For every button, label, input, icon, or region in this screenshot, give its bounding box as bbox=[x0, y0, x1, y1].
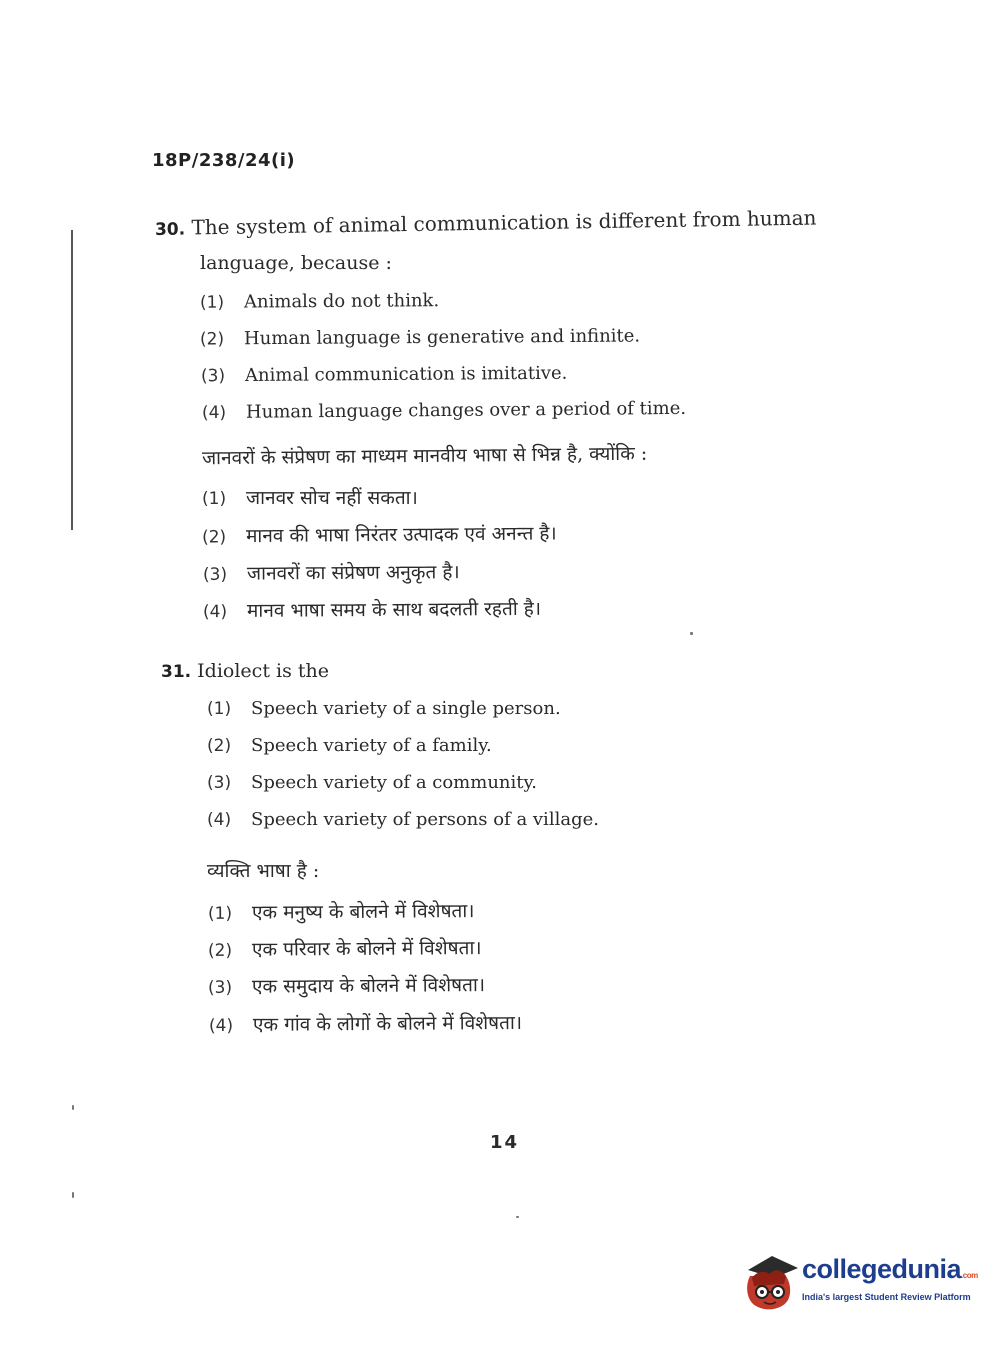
option-number: (2) bbox=[201, 527, 227, 548]
question-31 bbox=[161, 660, 329, 682]
option-number: (1) bbox=[199, 292, 225, 313]
option-number: (3) bbox=[207, 773, 232, 793]
option-en-1 bbox=[200, 290, 439, 313]
option-en-2 bbox=[207, 735, 492, 756]
option-text: Animals do not think. bbox=[243, 290, 440, 313]
option-hi-1 bbox=[202, 484, 418, 510]
option-number: (4) bbox=[208, 1015, 234, 1037]
option-text: एक मनुष्य के बोलने में विशेषता। bbox=[251, 900, 475, 924]
brand-name: collegedunia.com bbox=[802, 1254, 978, 1284]
option-text: Speech variety of a single person. bbox=[251, 698, 561, 719]
option-text: Speech variety of persons of a village. bbox=[251, 809, 599, 830]
option-en-1 bbox=[207, 698, 561, 719]
option-text: जानवरों का संप्रेषण अनुकृत है। bbox=[246, 561, 460, 585]
option-hi-3 bbox=[203, 558, 460, 586]
paper-code: 18P/238/24(i) bbox=[152, 150, 296, 171]
option-en-4 bbox=[202, 398, 686, 423]
option-en-4 bbox=[207, 809, 599, 830]
option-number: (1) bbox=[207, 903, 233, 924]
option-text: Speech variety of a family. bbox=[251, 735, 492, 756]
option-number: (2) bbox=[207, 736, 232, 756]
option-number: (2) bbox=[207, 940, 233, 961]
option-hi-1 bbox=[208, 897, 475, 925]
brand-tagline: India's largest Student Review Platform bbox=[802, 1292, 971, 1302]
question-stem-hindi: जानवरों के संप्रेषण का माध्यम मानवीय भाषा से भिन्न है, क्योंकि : bbox=[201, 442, 648, 470]
question-30 bbox=[154, 205, 817, 240]
option-text: एक परिवार के बोलने में विशेषता। bbox=[251, 937, 482, 961]
option-text: जानवर सोच नहीं सकता। bbox=[246, 487, 418, 509]
option-en-2 bbox=[200, 325, 640, 349]
option-number: (4) bbox=[207, 810, 232, 830]
question-stem-line1 bbox=[155, 206, 817, 240]
option-number: (3) bbox=[202, 564, 228, 585]
collegedunia-watermark bbox=[742, 1248, 978, 1318]
option-hi-2 bbox=[202, 519, 557, 548]
option-hi-4 bbox=[209, 1009, 522, 1037]
option-hi-3 bbox=[208, 971, 485, 999]
option-text: Human language changes over a period of time. bbox=[245, 397, 687, 423]
option-hi-4 bbox=[203, 595, 541, 623]
option-number: (3) bbox=[200, 366, 226, 387]
option-number: (4) bbox=[202, 602, 228, 623]
scan-speck bbox=[72, 1192, 74, 1198]
question-number: 31. bbox=[161, 662, 192, 682]
option-en-3 bbox=[207, 772, 537, 793]
scan-speck bbox=[690, 632, 693, 635]
question-stem-line2: language, because : bbox=[200, 252, 392, 274]
scan-speck bbox=[72, 1105, 74, 1110]
mascot-icon bbox=[742, 1248, 800, 1314]
question-stem: The system of animal communication is different from human bbox=[191, 205, 817, 240]
option-text: मानव की भाषा निरंतर उत्पादक एवं अनन्त है। bbox=[245, 522, 557, 548]
option-number: (1) bbox=[202, 489, 227, 509]
option-text: Speech variety of a community. bbox=[251, 772, 537, 793]
option-number: (3) bbox=[207, 977, 233, 998]
question-stem: Idiolect is the bbox=[197, 660, 329, 682]
option-text: Animal communication is imitative. bbox=[244, 362, 568, 386]
option-number: (1) bbox=[207, 699, 232, 719]
scan-margin-line bbox=[71, 230, 73, 530]
option-text: मानव भाषा समय के साथ बदलती रहती है। bbox=[246, 597, 542, 622]
option-hi-2 bbox=[208, 934, 482, 962]
option-number: (4) bbox=[201, 402, 227, 424]
option-text: Human language is generative and infinite. bbox=[243, 325, 641, 350]
option-text: एक समुदाय के बोलने में विशेषता। bbox=[251, 974, 486, 998]
brand-suffix: .com bbox=[961, 1271, 978, 1280]
option-en-3 bbox=[201, 363, 568, 387]
question-stem-hindi: व्यक्ति भाषा है : bbox=[207, 860, 320, 882]
option-text: एक गांव के लोगों के बोलने में विशेषता। bbox=[252, 1011, 523, 1036]
scan-speck bbox=[516, 1216, 519, 1218]
page-number: 14 bbox=[490, 1132, 520, 1153]
option-number: (2) bbox=[199, 329, 225, 350]
question-number: 30. bbox=[154, 219, 186, 240]
